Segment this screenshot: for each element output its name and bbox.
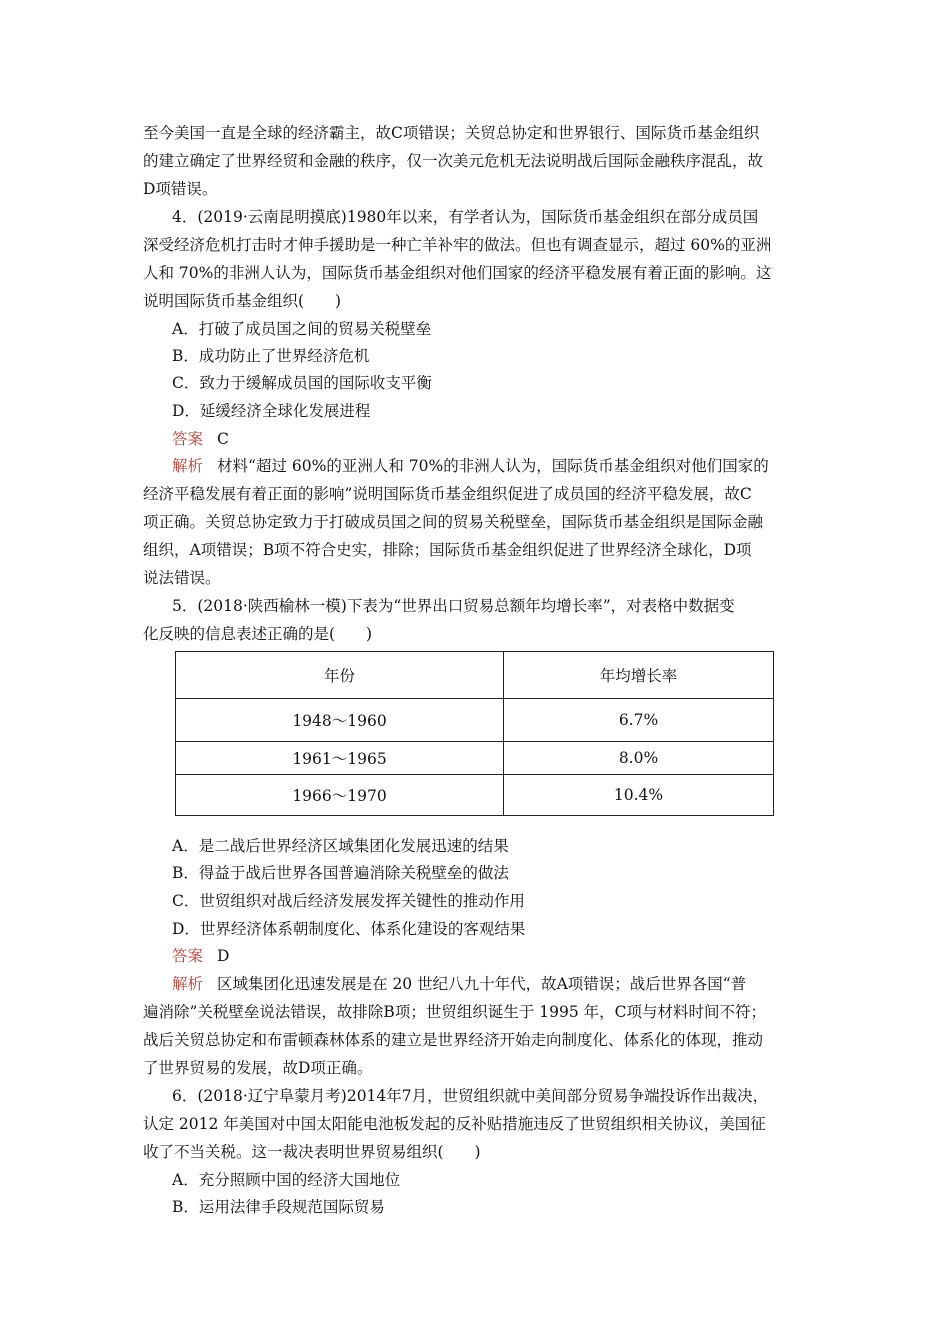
q5-option-b: B．得益于战后世界各国普遍消除关税壁垒的做法 <box>172 864 509 882</box>
q4-stem-line-2: 深受经济危机打击时才伸手援助是一种亡羊补牢的做法。但也有调查显示，超过 60%的亚洲 <box>143 236 772 254</box>
q4-option-b: B．成功防止了世界经济危机 <box>172 347 370 365</box>
table-cell-rate: 6.7% <box>504 699 774 742</box>
q4-option-d: D．延缓经济全球化发展进程 <box>172 402 371 420</box>
q4-analysis-line-2: 经济平稳发展有着正面的影响”说明国际货币基金组织促进了成员国的经济平稳发展，故C <box>143 485 752 503</box>
table-cell-year: 1961～1965 <box>176 742 504 775</box>
q4-option-a: A．打破了成员国之间的贸易关税壁垒 <box>172 320 432 338</box>
q5-analysis-line-3: 战后关贸总协定和布雷顿森林体系的建立是世界经济开始走向制度化、体系化的体现，推动 <box>143 1031 764 1049</box>
q5-option-c: C．世贸组织对战后经济发展发挥关键性的推动作用 <box>172 892 525 910</box>
q4-stem-line-3: 人和 70%的非洲人认为，国际货币基金组织对他们国家的经济平稳发展有着正面的影响。这 <box>143 264 772 282</box>
table-header-year: 年份 <box>176 652 504 699</box>
q6-stem-line-2: 认定 2012 年美国对中国太阳能电池板发起的反补贴措施违反了世贸组织相关协议，美国征 <box>143 1115 766 1133</box>
intro-line-3: D项错误。 <box>143 180 218 198</box>
q5-stem-line-1: 5．(2018·陕西榆林一模)下表为“世界出口贸易总额年均增长率”，对表格中数据变 <box>172 597 735 615</box>
q6-option-b: B．运用法律手段规范国际贸易 <box>172 1198 385 1216</box>
q5-answer <box>172 946 842 966</box>
q4-analysis-line-5: 说法错误。 <box>143 569 221 587</box>
q4-analysis-text-1: 材料“超过 60%的亚洲人和 70%的非洲人认为，国际货币基金组织对他们国家的 <box>217 457 769 475</box>
q5-analysis-label: 解析 <box>172 975 204 993</box>
q5-analysis-line-4: 了世界贸易的发展，故D项正确。 <box>143 1059 373 1077</box>
q5-analysis-line-1 <box>172 974 842 994</box>
q4-option-c: C．致力于缓解成员国的国际收支平衡 <box>172 374 432 392</box>
q4-stem-line-4: 说明国际货币基金组织( ) <box>143 292 342 310</box>
table-cell-rate: 10.4% <box>504 775 774 816</box>
q6-stem-line-1: 6．(2018·辽宁阜蒙月考)2014年7月，世贸组织就中美间部分贸易争端投诉作出裁决， <box>172 1087 769 1105</box>
table-row <box>176 699 774 742</box>
q5-option-d: D．世界经济体系朝制度化、体系化建设的客观结果 <box>172 920 526 938</box>
q4-stem-line-1: 4．(2019·云南昆明摸底)1980年以来，有学者认为，国际货币基金组织在部分成员国 <box>172 208 759 226</box>
table-header-row <box>176 652 774 699</box>
q5-option-a: A．是二战后世界经济区域集团化发展迅速的结果 <box>172 837 509 855</box>
q4-analysis-line-1 <box>172 456 842 476</box>
q6-option-a: A．充分照顾中国的经济大国地位 <box>172 1171 401 1189</box>
growth-rate-table <box>175 651 774 816</box>
q5-analysis-line-2: 遍消除”关税壁垒说法错误，故排除B项；世贸组织诞生于 1995 年，C项与材料时间不符； <box>143 1003 766 1021</box>
q4-answer-label: 答案 <box>172 430 204 448</box>
table-cell-rate: 8.0% <box>504 742 774 775</box>
q5-answer-label: 答案 <box>172 947 204 965</box>
table-header-rate: 年均增长率 <box>504 652 774 699</box>
table-row <box>176 742 774 775</box>
q4-analysis-label: 解析 <box>172 457 204 475</box>
intro-line-2: 的建立确定了世界经贸和金融的秩序，仅一次美元危机无法说明战后国际金融秩序混乱，故 <box>143 152 764 170</box>
q4-analysis-line-3: 项正确。关贸总协定致力于打破成员国之间的贸易关税壁垒，国际货币基金组织是国际金融 <box>143 513 764 531</box>
table-row <box>176 775 774 816</box>
table-cell-year: 1948～1960 <box>176 699 504 742</box>
q5-answer-value: D <box>217 947 230 965</box>
intro-line-1: 至今美国一直是全球的经济霸主，故C项错误；关贸总协定和世界银行、国际货币基金组织 <box>143 124 760 142</box>
q4-answer-value: C <box>217 430 229 448</box>
q6-stem-line-3: 收了不当关税。这一裁决表明世界贸易组织( ) <box>143 1143 481 1161</box>
table-cell-year: 1966～1970 <box>176 775 504 816</box>
q5-analysis-text-1: 区域集团化迅速发展是在 20 世纪八九十年代，故A项错误；战后世界各国“普 <box>217 975 747 993</box>
q4-analysis-line-4: 组织，A项错误；B项不符合史实，排除；国际货币基金组织促进了世界经济全球化，D项 <box>143 541 752 559</box>
q5-stem-line-2: 化反映的信息表述正确的是( ) <box>143 625 373 643</box>
q4-answer <box>172 429 842 449</box>
